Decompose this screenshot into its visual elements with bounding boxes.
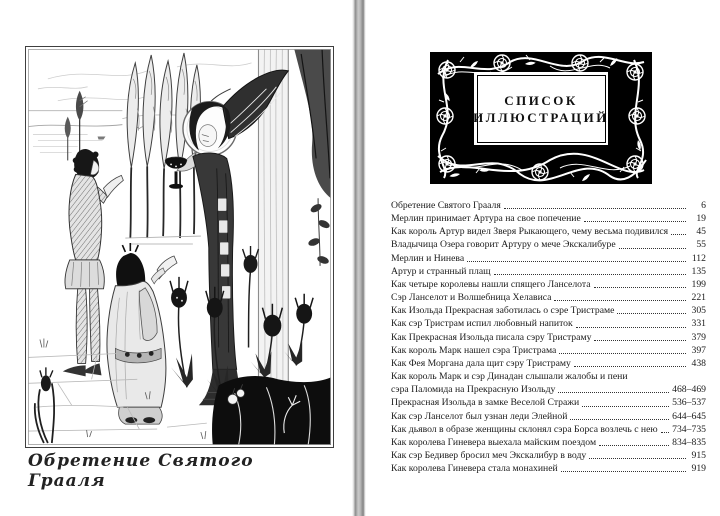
toc-entry-text: Как сэр Ланселот был узнан леди Элейной [391,410,568,422]
toc-entry-text: Как дьявол в образе женщины склонял сэра Борса возлечь с нею [391,423,658,435]
dark-foreground [212,376,331,445]
toc-entry-text: Как король Артур видел Зверя Рыкающего, чему весьма подивился [391,226,669,238]
toc-entry [391,331,706,344]
page-left [0,0,352,516]
toc-entry-text: Обретение Святого Грааля [391,200,501,211]
toc-entry-text: Как королева Гиневера выехала майским поездом [391,436,597,448]
toc-entry-text: Как сэр Тристрам испил любовный напиток [391,318,573,330]
toc-entry-page: 221 [691,292,706,304]
dot-leader [661,432,669,433]
toc-entry-text: Мерлин и Нинева [391,252,465,264]
toc-entry [391,423,706,436]
dot-leader [619,248,686,249]
toc-entry-text: Владычица Озера говорит Артуру о мече Экскалибуре [391,239,616,251]
illustrations-list [391,199,706,475]
dot-leader [554,300,686,301]
dot-leader [584,221,686,222]
toc-entry [391,449,706,462]
dot-leader [561,471,686,472]
toc-entry-text: Сэр Ланселот и Волшебница Хелависа [391,292,552,304]
dot-leader [574,366,686,367]
toc-entry-text: Как король Марк и сэр Динадан слышали жалобы и пени [391,371,628,383]
section-title-line1: СПИСОК [504,92,578,108]
toc-entry [391,278,706,291]
toc-entry [391,225,706,238]
toc-entry-page: 397 [691,344,706,356]
toc-entry-page: 112 [691,252,706,264]
toc-entry-page: 834–835 [672,436,706,448]
dot-leader [594,340,686,341]
title-panel [474,72,608,145]
toc-entry-page: 468–469 [672,384,706,396]
angel-face [199,125,217,147]
toc-entry-text: Артур и странный плащ [391,265,491,277]
toc-entry-text: Как король Марк нашел сэра Тристрама [391,344,557,356]
toc-entry [391,317,706,330]
page-right [366,0,720,516]
dot-leader [558,392,669,393]
toc-entry-page: 45 [696,226,706,238]
illustration-caption: Обретение Святого Грааля [28,451,254,491]
toc-entry-page: 331 [691,318,706,330]
toc-entry [391,410,706,423]
toc-entry-page: 734–735 [672,423,706,435]
toc-entry-text: Как четыре королевы нашли спящего Ланселота [391,278,591,290]
toc-entry [391,357,706,370]
toc-entry [391,252,706,265]
toc-entry-page: 305 [691,305,706,317]
toc-entry [391,436,706,449]
toc-entry-page: 6 [701,200,706,211]
dot-leader [467,261,686,262]
toc-entry [391,370,706,383]
toc-entry-page: 199 [691,278,706,290]
dot-leader [582,406,669,407]
toc-entry-page: 438 [691,357,706,369]
toc-entry-text: Как королева Гиневера стала монахиней [391,463,558,475]
toc-entry [391,238,706,251]
toc-entry-page: 19 [696,213,706,225]
dot-leader [671,234,686,235]
ornament-frame [430,52,652,184]
dot-leader [599,445,669,446]
toc-entry [391,396,706,409]
toc-entry [391,265,706,278]
dot-leader [504,208,686,209]
toc-entry-text: Как Фея Моргана дала щит сэру Тристраму [391,357,571,369]
toc-entry-page: 919 [691,463,706,475]
dot-leader [494,274,686,275]
toc-entry-text: сэра Паломида на Прекрасную Изольду [391,384,556,396]
toc-entry [391,291,706,304]
toc-entry [391,344,706,357]
dot-leader [559,353,686,354]
toc-entry [391,212,706,225]
toc-entry [391,199,706,212]
dot-leader [576,327,686,328]
toc-entry-page: 536–537 [672,397,706,409]
dot-leader [594,287,686,288]
toc-entry-text: Мерлин принимает Артура на свое попечение [391,213,581,225]
toc-entry [391,383,706,396]
toc-entry-text: Прекрасная Изольда в замке Веселой Стражи [391,397,580,409]
toc-entry-page: 55 [696,239,706,251]
page-gutter [352,0,366,516]
toc-entry-text: Как сэр Бедивер бросил меч Экскалибур в воду [391,449,587,461]
section-title-line2: ИЛЛЮСТРАЦИЙ [473,109,609,125]
toc-entry-page: 915 [691,449,706,461]
dot-leader [617,313,686,314]
dot-leader [570,419,669,420]
grail-illustration [28,49,331,445]
knight-torso [69,174,102,260]
toc-entry-page: 644–645 [672,410,706,422]
toc-entry [391,462,706,475]
dot-leader [589,458,686,459]
toc-entry-page: 379 [691,331,706,343]
illustration-plate [25,46,334,448]
toc-entry-text: Как Изольда Прекрасная заботилась о сэре Тристраме [391,305,615,317]
toc-entry [391,304,706,317]
toc-entry-text: Как Прекрасная Изольда писала сэру Тристраму [391,331,592,343]
toc-entry-page: 135 [691,265,706,277]
